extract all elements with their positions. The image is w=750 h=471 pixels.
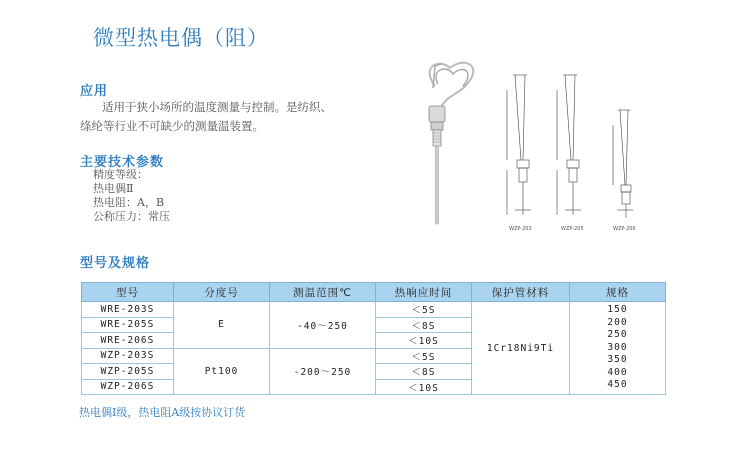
product-photo (405, 56, 485, 236)
diagram-label-205: WZP-205 (561, 226, 584, 232)
spec-value: 150 (607, 304, 628, 316)
column-header: 保护管材料 (472, 283, 570, 302)
diagram-label-203: WZP-203 (509, 226, 532, 232)
params-list (93, 168, 170, 224)
spec-value: 200 (607, 316, 628, 328)
material-cell: 1Cr18Ni9Ti (472, 302, 570, 395)
column-header: 测温范围℃ (270, 283, 376, 302)
params-heading: 主要技术参数 (80, 155, 165, 170)
range-cell: -200～250 (270, 348, 376, 395)
table-header-row (82, 283, 666, 302)
spec-table (81, 282, 666, 395)
application-heading: 应用 (80, 84, 109, 99)
spec-cell (570, 302, 666, 395)
model-cell: WRE-203S (82, 302, 174, 318)
spec-value: 450 (607, 379, 628, 391)
spec-value: 400 (607, 366, 628, 378)
response-cell: ＜8S (376, 364, 472, 380)
param-item: 精度等级： (93, 168, 148, 181)
response-cell: ＜5S (376, 302, 472, 318)
spec-value: 250 (607, 329, 628, 341)
column-header: 热响应时间 (376, 283, 472, 302)
model-cell: WRE-206S (82, 333, 174, 349)
index-cell: E (174, 302, 270, 349)
model-cell: WZP-203S (82, 348, 174, 364)
footnote: 热电偶Ⅰ级，热电阻A级按协议订货 (79, 406, 246, 419)
spec-value: 350 (607, 354, 628, 366)
column-header: 规格 (570, 283, 666, 302)
column-header: 分度号 (174, 283, 270, 302)
dimension-drawings (495, 70, 655, 240)
column-header: 型号 (82, 283, 174, 302)
diagram-label-206: WZP-206 (613, 226, 636, 232)
range-cell: -40～250 (270, 302, 376, 349)
spec-value: 300 (607, 341, 628, 353)
param-item: 热电偶Ⅱ (93, 182, 134, 195)
page-title: 微型热电偶（阻） (93, 26, 269, 50)
response-cell: ＜10S (376, 379, 472, 395)
index-cell: Pt100 (174, 348, 270, 395)
model-cell: WRE-205S (82, 317, 174, 333)
param-item: 公称压力：常压 (93, 210, 170, 223)
application-line-2: 绦纶等行业不可缺少的测量温装置。 (80, 119, 264, 133)
response-cell: ＜10S (376, 333, 472, 349)
application-text (80, 98, 360, 136)
response-cell: ＜5S (376, 348, 472, 364)
response-cell: ＜8S (376, 317, 472, 333)
param-item: 热电阻：A，B (93, 196, 165, 209)
models-heading: 型号及规格 (80, 256, 151, 271)
table-row (82, 302, 666, 318)
model-cell: WZP-205S (82, 364, 174, 380)
model-cell: WZP-206S (82, 379, 174, 395)
application-line-1: 适用于狭小场所的温度测量与控制。是纺织、 (102, 100, 332, 114)
